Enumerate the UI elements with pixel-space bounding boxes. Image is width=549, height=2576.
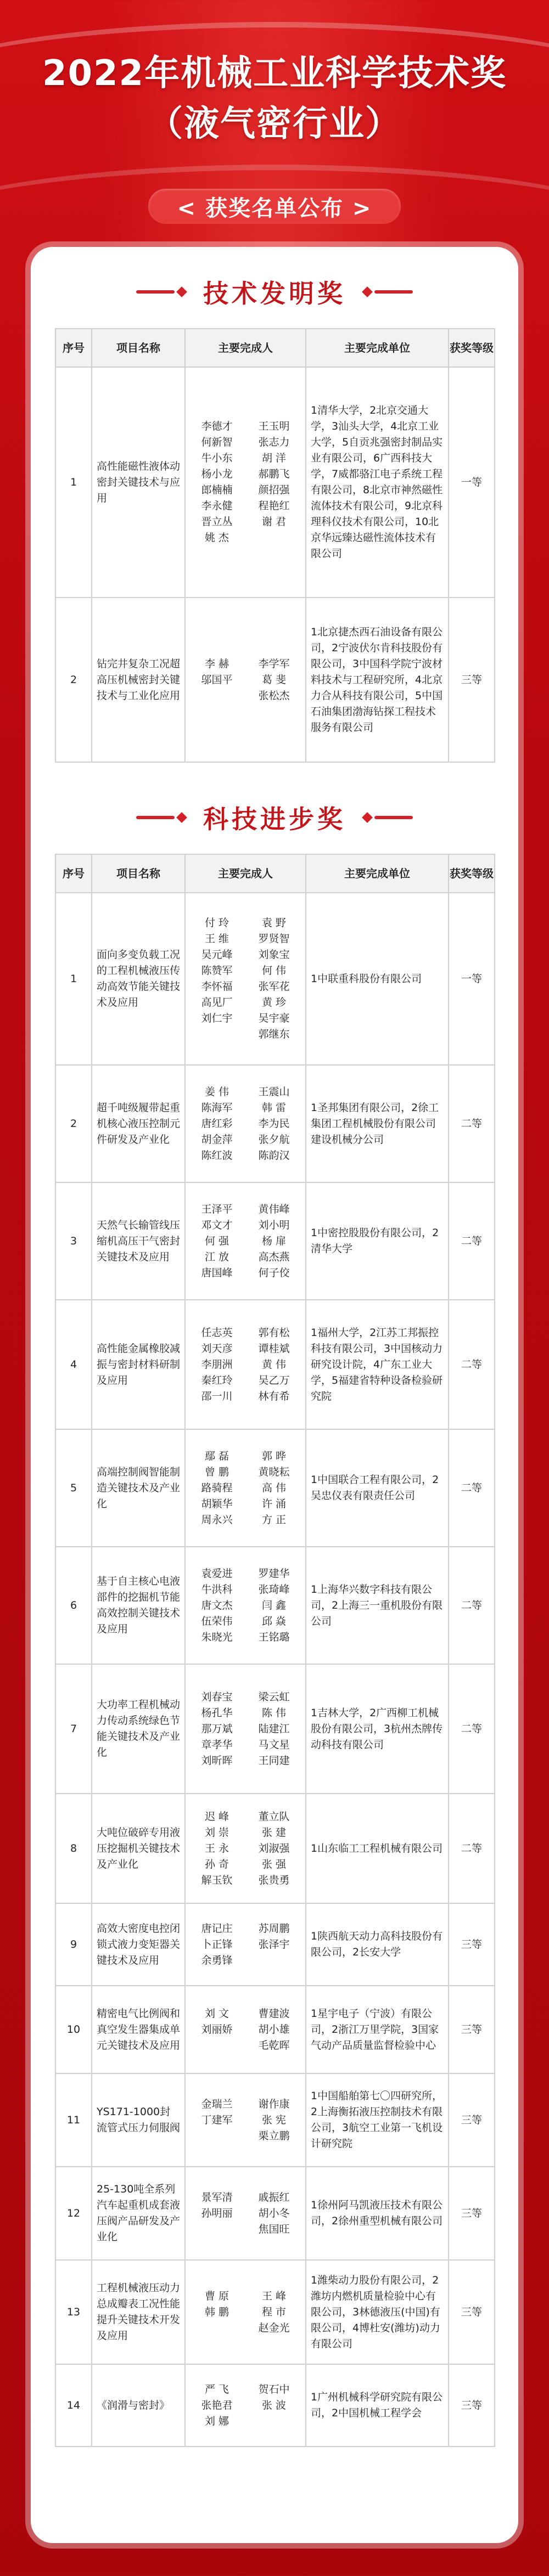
person-name: 陈赞军: [201, 965, 233, 977]
person-name: 张军花: [258, 980, 290, 993]
cell-persons: [185, 598, 306, 762]
person-name: 赵金光: [258, 2321, 290, 2334]
cell-grade: 二等: [449, 1182, 495, 1300]
cell-units: 1中国联合工程有限公司，2吴忠仪表有限责任公司: [306, 1429, 449, 1547]
person-name: 王 永: [204, 1842, 229, 1855]
cell-grade: 二等: [449, 1065, 495, 1182]
person-name: 陈韵汉: [258, 1149, 290, 1162]
person-name: 王 维: [204, 933, 229, 945]
table-row: [55, 598, 495, 762]
cell-persons: [185, 1986, 306, 2073]
cell-persons: [185, 1182, 306, 1300]
progress-table: [55, 854, 495, 2447]
table-header-row: [55, 329, 495, 367]
person-name: [190, 2222, 244, 2237]
cell-project: 工程机械液压动力总成瓣表工况性能提升关键技术开发及应用: [92, 2260, 185, 2364]
cell-persons: [185, 2260, 306, 2364]
person-name: 景军清: [201, 2191, 233, 2203]
person-name: 周永兴: [201, 1513, 233, 1526]
table-row: [55, 2073, 495, 2167]
cell-grade: 三等: [449, 2073, 495, 2167]
person-name: 陆建江: [258, 1722, 290, 1735]
person-name: 高见厂: [201, 996, 233, 1008]
table-row: [55, 1547, 495, 1664]
cell-persons: [185, 1065, 306, 1182]
title-decoration-left: [136, 288, 189, 296]
person-name: 张松杰: [258, 689, 290, 702]
cell-no: 5: [55, 1429, 92, 1547]
person-name: 程艳红: [258, 500, 290, 512]
person-name: 栗立鹏: [258, 2129, 290, 2142]
person-name: 张 强: [261, 1858, 287, 1870]
cell-persons: [185, 2364, 306, 2447]
section-title-progress: 科技进步奖: [31, 796, 518, 839]
person-name: 梁云虹: [258, 1690, 290, 1703]
cell-grade: 一等: [449, 367, 495, 598]
cell-no: 9: [55, 1903, 92, 1986]
table-row: [55, 1903, 495, 1986]
person-name: 韩 鹏: [204, 2306, 229, 2318]
person-name: 马文星: [258, 1738, 290, 1751]
person-name: 袁 野: [261, 917, 287, 929]
person-name: [190, 2128, 244, 2144]
person-list: [190, 1809, 301, 1889]
person-name: 张 宪: [261, 2113, 287, 2126]
person-name: 孙 奇: [204, 1858, 229, 1870]
cell-no: 13: [55, 2260, 92, 2364]
cell-grade: 三等: [449, 2364, 495, 2447]
page-title: 2022年机械工业科学技术奖: [42, 53, 507, 94]
header: [0, 48, 549, 149]
cell-project: 高效大密度电控闭锁式液力变矩器关键技术及应用: [92, 1903, 185, 1986]
col-header-grade: 获奖等级: [449, 854, 495, 893]
cell-units: 1上海华兴数字科技有限公司，2上海三一重机股份有限公司: [306, 1547, 449, 1664]
person-name: 谢作康: [258, 2098, 290, 2110]
cell-persons: [185, 367, 306, 598]
person-name: 那万斌: [201, 1722, 233, 1735]
invention-table: [55, 328, 495, 763]
cell-project: 《润滑与密封》: [92, 2364, 185, 2447]
table-header-row: [55, 854, 495, 893]
person-name: 李 赫: [204, 657, 229, 670]
person-list: [190, 1202, 301, 1281]
cell-persons: [185, 1664, 306, 1794]
person-name: 牛小东: [201, 452, 233, 464]
person-name: 高 伟: [261, 1481, 287, 1494]
person-name: 刘天彦: [201, 1342, 233, 1355]
subtitle-pill: < 获奖名单公布 >: [148, 189, 401, 224]
title-decoration-right: [360, 814, 413, 821]
person-name: 董立队: [258, 1810, 290, 1823]
person-name: 张志力: [258, 436, 290, 448]
cell-project: 25-130吨全系列汽车起重机成套液压阀产品研发及产业化: [92, 2167, 185, 2260]
col-header-units: 主要完成单位: [306, 854, 449, 893]
cell-persons: [185, 1300, 306, 1429]
person-name: 任志英: [201, 1326, 233, 1339]
cell-project: 钻完井复杂工况超高压机械密封关键技术与工业化应用: [92, 598, 185, 762]
table-row: [55, 367, 495, 598]
cell-project: 大功率工程机械动力传动系统绿色节能关键技术及产业化: [92, 1664, 185, 1794]
person-name: 闫 鑫: [261, 1599, 287, 1611]
person-name: 邬国平: [201, 673, 233, 686]
cell-units: 1星宇电子（宁波）有限公司，2浙江万里学院，3国家气动产品质量监督检验中心: [306, 1986, 449, 2073]
cell-units: 1陕西航天动力高科技股份有限公司，2长安大学: [306, 1903, 449, 1986]
cell-grade: 三等: [449, 2260, 495, 2364]
cell-grade: 二等: [449, 1429, 495, 1547]
content-card: [31, 247, 518, 2543]
cell-persons: [185, 1429, 306, 1547]
cell-units: 1北京捷杰西石油设备有限公司，2宁波伏尔肯科技股份有限公司，3中国科学院宁波材料技术与工程研究所，4北京力合从科技有限公司，5中国石油集团渤海钻探工程技术服务有限公司: [306, 598, 449, 762]
person-list: [190, 1689, 301, 1769]
person-name: [190, 2320, 244, 2336]
person-name: 朱晓光: [201, 1631, 233, 1643]
person-name: 曹 原: [204, 2290, 229, 2302]
person-name: 刘 崇: [204, 1826, 229, 1839]
person-name: [247, 1953, 301, 1969]
person-name: 姚 杰: [204, 532, 229, 544]
person-name: 黄伟峰: [258, 1203, 290, 1215]
person-name: 李为民: [258, 1117, 290, 1130]
person-name: 方 正: [261, 1513, 287, 1526]
cell-units: 1广州机械科学研究院有限公司，2中国机械工程学会: [306, 2364, 449, 2447]
person-name: 李朋洲: [201, 1358, 233, 1371]
cell-persons: [185, 1903, 306, 1986]
cell-project: 高端控制阀智能制造关键技术及产业化: [92, 1429, 185, 1547]
person-name: 王同建: [258, 1754, 290, 1767]
person-list: [190, 2096, 301, 2144]
cell-persons: [185, 1794, 306, 1903]
person-name: 余勇锋: [201, 1954, 233, 1966]
person-name: 章孝华: [201, 1738, 233, 1751]
table-row: [55, 1664, 495, 1794]
person-name: [247, 2414, 301, 2430]
person-list: [190, 1084, 301, 1164]
cell-units: 1徐州阿马凯液压技术有限公司，2徐州重型机械有限公司: [306, 2167, 449, 2260]
person-name: 谭桂斌: [258, 1342, 290, 1355]
person-name: 杨小龙: [201, 468, 233, 480]
person-name: 胡颖华: [201, 1497, 233, 1510]
table-row: [55, 1986, 495, 2073]
cell-no: 10: [55, 1986, 92, 2073]
cell-no: 11: [55, 2073, 92, 2167]
cell-persons: [185, 893, 306, 1065]
person-list: [190, 1448, 301, 1528]
cell-units: 1圣邦集团有限公司，2徐工集团工程机械股份有限公司建设机械分公司: [306, 1065, 449, 1182]
person-name: 李德才: [201, 420, 233, 432]
page-title-sub: （液气密行业）: [148, 104, 401, 144]
person-list: [190, 1566, 301, 1645]
col-header-grade: 获奖等级: [449, 329, 495, 367]
person-name: 何子佼: [258, 1266, 290, 1279]
person-name: 程 市: [261, 2306, 287, 2318]
person-list: [190, 1921, 301, 1969]
cell-grade: 二等: [449, 1794, 495, 1903]
person-name: 江 放: [204, 1250, 229, 1263]
person-name: [190, 2038, 244, 2054]
cell-units: 1山东临工工程机械有限公司: [306, 1794, 449, 1903]
col-header-no: 序号: [55, 854, 92, 893]
person-name: 吴宇豪: [258, 1012, 290, 1024]
cell-no: 1: [55, 367, 92, 598]
cell-persons: [185, 2167, 306, 2260]
person-name: 邱 焱: [261, 1615, 287, 1627]
section-title-invention: 技术发明奖: [31, 270, 518, 314]
cell-no: 2: [55, 1065, 92, 1182]
cell-grade: 三等: [449, 598, 495, 762]
person-name: 卜正锋: [201, 1938, 233, 1951]
person-name: 刘小明: [258, 1219, 290, 1231]
person-list: [190, 915, 301, 1042]
person-name: [190, 688, 244, 704]
person-name: 葛 斐: [261, 673, 287, 686]
cell-project: 面向多变负载工况的工程机械液压传动高效节能关键技术及应用: [92, 893, 185, 1065]
person-name: 刘淑强: [258, 1842, 290, 1855]
title-decoration-right: [360, 288, 413, 296]
person-name: 王 峰: [261, 2290, 287, 2302]
person-name: 焦国旺: [258, 2223, 290, 2235]
person-name: 曾 鹏: [204, 1465, 229, 1478]
person-name: 罗贤智: [258, 933, 290, 945]
person-name: 陈 伟: [261, 1706, 287, 1719]
cell-no: 8: [55, 1794, 92, 1903]
person-name: 牛洪科: [201, 1583, 233, 1596]
cell-units: 1中密控股股份有限公司，2清华大学: [306, 1182, 449, 1300]
col-header-persons: 主要完成人: [185, 329, 306, 367]
table-row: [55, 1794, 495, 1903]
person-name: 路骑程: [201, 1481, 233, 1494]
person-list: [190, 2288, 301, 2336]
person-name: 袁爱进: [201, 1567, 233, 1580]
col-header-project: 项目名称: [92, 329, 185, 367]
cell-project: YS171-1000封流管式压力伺服阀: [92, 2073, 185, 2167]
cell-project: 高性能金属橡胶减振与密封材料研制及应用: [92, 1300, 185, 1429]
person-name: 吴乙万: [258, 1374, 290, 1386]
table-row: [55, 893, 495, 1065]
cell-units: 1潍柴动力股份有限公司，2潍坊内燃机质量检验中心有限公司，3林德液压(中国)有限公司，4博杜安(潍坊)动力有限公司: [306, 2260, 449, 2364]
person-name: 张艳君: [201, 2399, 233, 2411]
cell-project: 大吨位破碎专用液压挖掘机关键技术及产业化: [92, 1794, 185, 1903]
table-row: [55, 2167, 495, 2260]
table-row: [55, 1065, 495, 1182]
person-name: 付 玲: [204, 917, 229, 929]
person-name: 邓文才: [201, 1219, 233, 1231]
person-name: 许 涌: [261, 1497, 287, 1510]
person-list: [190, 1325, 301, 1405]
person-name: 陈海军: [201, 1101, 233, 1114]
person-name: 金瑞兰: [201, 2098, 233, 2110]
person-name: 鄢 磊: [204, 1450, 229, 1462]
person-name: 迟 峰: [204, 1810, 229, 1823]
cell-no: 4: [55, 1300, 92, 1429]
table-row: [55, 1182, 495, 1300]
person-name: 林有希: [258, 1390, 290, 1402]
person-name: 王泽平: [201, 1203, 233, 1215]
person-name: 孙明丽: [201, 2207, 233, 2219]
cell-grade: 二等: [449, 1547, 495, 1664]
person-name: 毛乾晖: [258, 2039, 290, 2051]
person-name: 郭继东: [258, 1028, 290, 1040]
person-name: 何 伟: [261, 965, 287, 977]
person-name: 伍荣伟: [201, 1615, 233, 1627]
person-name: 谢 君: [261, 516, 287, 528]
person-name: 何新智: [201, 436, 233, 448]
person-list: [190, 2190, 301, 2237]
person-name: 胡小冬: [258, 2207, 290, 2219]
person-name: 唐记庄: [201, 1922, 233, 1935]
person-name: 杨孔华: [201, 1706, 233, 1719]
person-name: 刘 文: [204, 2007, 229, 2020]
person-name: 晋立丛: [201, 516, 233, 528]
cell-project: 精密电气比例阀和真空发生器集成单元关键技术及应用: [92, 1986, 185, 2073]
col-header-persons: 主要完成人: [185, 854, 306, 893]
person-name: 胡小雄: [258, 2023, 290, 2036]
person-name: 刘仁宇: [201, 1012, 233, 1024]
person-name: 郭有松: [258, 1326, 290, 1339]
person-name: 贺石中: [258, 2383, 290, 2395]
cell-project: 天然气长输管线压缩机高压干气密封关键技术及应用: [92, 1182, 185, 1300]
person-name: 张琦峰: [258, 1583, 290, 1596]
person-name: 郭 晔: [261, 1450, 287, 1462]
person-name: 陈红波: [201, 1149, 233, 1162]
cell-project: 基于自主核心电液部件的挖掘机节能高效控制关键技术及应用: [92, 1547, 185, 1664]
person-name: 李学军: [258, 657, 290, 670]
cell-no: 12: [55, 2167, 92, 2260]
col-header-project: 项目名称: [92, 854, 185, 893]
person-name: 王铭璐: [258, 1631, 290, 1643]
person-name: [190, 1027, 244, 1042]
person-name: 韩 雷: [261, 1101, 287, 1114]
person-name: 刘昕晖: [201, 1754, 233, 1767]
col-header-units: 主要完成单位: [306, 329, 449, 367]
person-name: 黄 伟: [261, 1358, 287, 1371]
person-name: 高杰燕: [258, 1250, 290, 1263]
person-list: [190, 2006, 301, 2054]
person-name: 邵一川: [201, 1390, 233, 1402]
person-name: 秦红玲: [201, 1374, 233, 1386]
person-name: 刘春宝: [201, 1690, 233, 1703]
cell-persons: [185, 2073, 306, 2167]
cell-project: 超千吨级履带起重机核心液压控制元件研发及产业化: [92, 1065, 185, 1182]
cell-units: 1中国船舶第七〇四研究所，2上海衡拓液压控制技术有限公司，3航空工业第一飞机设计研究院: [306, 2073, 449, 2167]
cell-units: 1中联重科股份有限公司: [306, 893, 449, 1065]
person-name: 刘象宝: [258, 949, 290, 961]
cell-grade: 三等: [449, 1903, 495, 1986]
person-name: 苏周鹏: [258, 1922, 290, 1935]
person-name: 李永健: [201, 500, 233, 512]
person-name: 曹建波: [258, 2007, 290, 2020]
cell-grade: 二等: [449, 1664, 495, 1794]
cell-no: 14: [55, 2364, 92, 2447]
person-name: 丁建军: [201, 2113, 233, 2126]
table-row: [55, 1300, 495, 1429]
person-name: 严 飞: [204, 2383, 229, 2395]
cell-no: 2: [55, 598, 92, 762]
person-list: [190, 2382, 301, 2430]
cell-units: 1吉林大学，2广西柳工机械股份有限公司，3杭州杰牌传动科技有限公司: [306, 1664, 449, 1794]
cell-no: 6: [55, 1547, 92, 1664]
person-name: 张 建: [261, 1826, 287, 1839]
person-name: 黄晓耘: [258, 1465, 290, 1478]
person-name: 何 强: [204, 1235, 229, 1247]
person-name: 罗建华: [258, 1567, 290, 1580]
person-name: 颜招强: [258, 484, 290, 496]
table-row: [55, 2260, 495, 2364]
person-name: 王玉明: [258, 420, 290, 432]
person-name: 解玉钦: [201, 1874, 233, 1886]
person-name: 刘丽娇: [201, 2023, 233, 2036]
cell-units: 1清华大学，2北京交通大学，3汕头大学，4北京工业大学，5自贡兆强密封制品实业有限公司，6广西科技大学，7威都骆江电子系统工程有限公司，8北京市神然磁性流体技术有限公司，9北京科理科仪技术有限公司，10北京华远臻达磁性流体技术有限公司: [306, 367, 449, 598]
cell-project: 高性能磁性液体动密封关键技术与应用: [92, 367, 185, 598]
person-name: [247, 530, 301, 546]
person-name: 唐国峰: [201, 1266, 233, 1279]
person-name: 张泽宇: [258, 1938, 290, 1951]
person-name: 李怀福: [201, 980, 233, 993]
cell-grade: 一等: [449, 893, 495, 1065]
cell-grade: 三等: [449, 2167, 495, 2260]
person-name: 郎楠楠: [201, 484, 233, 496]
cell-grade: 三等: [449, 1986, 495, 2073]
cell-no: 3: [55, 1182, 92, 1300]
person-name: 姜 伟: [204, 1085, 229, 1098]
cell-units: 1福州大学，2江苏工邦振控科技有限公司，3中国核动力研究设计院，4广东工业大学，5福建省特种设备检验研究院: [306, 1300, 449, 1429]
person-list: [190, 419, 301, 546]
person-name: 张贵勇: [258, 1874, 290, 1886]
person-name: 胡金萍: [201, 1133, 233, 1146]
cell-no: 7: [55, 1664, 92, 1794]
person-name: 刘 娜: [204, 2415, 229, 2427]
person-name: 唐文杰: [201, 1599, 233, 1611]
person-name: 张夕航: [258, 1133, 290, 1146]
person-name: 黄 珍: [261, 996, 287, 1008]
person-name: 王震山: [258, 1085, 290, 1098]
table-row: [55, 2364, 495, 2447]
person-list: [190, 656, 301, 704]
cell-grade: 二等: [449, 1300, 495, 1429]
person-name: 戚振红: [258, 2191, 290, 2203]
person-name: 唐红彩: [201, 1117, 233, 1130]
cell-persons: [185, 1547, 306, 1664]
person-name: 杨 扉: [261, 1235, 287, 1247]
cell-no: 1: [55, 893, 92, 1065]
col-header-no: 序号: [55, 329, 92, 367]
person-name: 胡 洋: [261, 452, 287, 464]
table-row: [55, 1429, 495, 1547]
person-name: 郝鹏飞: [258, 468, 290, 480]
person-name: 吴元峰: [201, 949, 233, 961]
person-name: 张 波: [261, 2399, 287, 2411]
title-decoration-left: [136, 814, 189, 821]
